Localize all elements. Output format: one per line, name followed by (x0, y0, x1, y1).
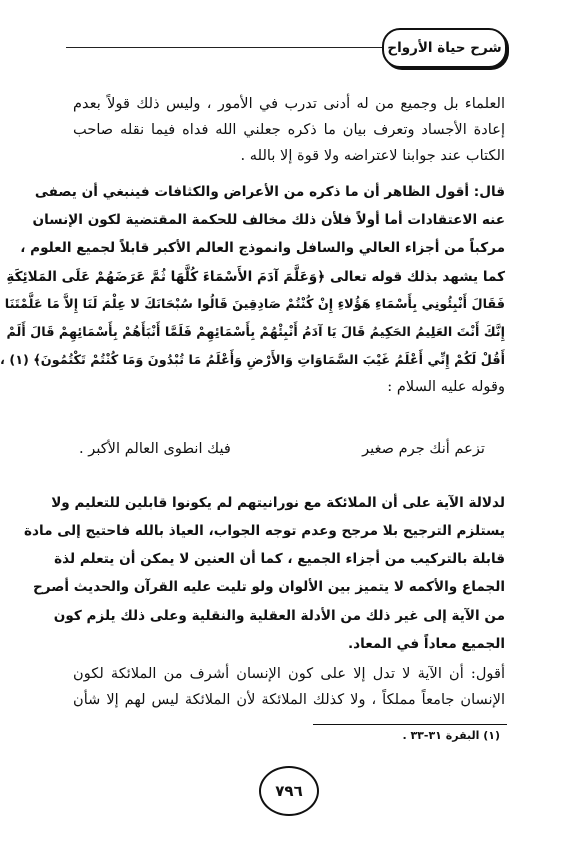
quran-line: فَقَالَ أَنْبِئُونِي بِأَسْمَاءِ هَؤُلاءِ إِنْ كُنْتُمْ صَادِقِينَ قَالُوا سُبْحَانَكَ لا عِلْمَ لَنَا إِلاَّ مَا عَلَّمْتَنَا (4, 297, 505, 312)
footnote: (١) البقرة ٣١-٣٣ . (402, 729, 500, 742)
body-line: الكتاب عند جوابنا لاعتراضه ولا قوة إلا بالله . (240, 147, 505, 164)
argument-line: لدلالة الآية على أن الملائكة مع نورانيتهم لم يكونوا قابلين للتعليم ولا (51, 495, 505, 511)
running-title (382, 28, 507, 68)
argument-line: من الآية إلى غير ذلك من الأدلة العقلية والنقلية وعلى ذلك يلزم كون (53, 608, 505, 624)
page-number (259, 766, 319, 816)
body-line: العلماء بل وجميع من له أدنى تدرب في الأمور ، وليس ذلك قولاً بعدم (73, 95, 505, 112)
argument-line: يستلزم الترجيح بلا مرجح وعدم توجه الجواب، العياذ بالله فاحتيج إلى مادة (23, 523, 505, 539)
quran-line: إِنَّكَ أَنْتَ العَلِيمُ الحَكِيمُ قَالَ يَا آدَمُ أَنْبِئْهُمْ بِأَسْمَائِهِمْ فَلَمَّا أَنْبَأَهُمْ بِأَسْمَائِهِمْ قَالَ أَلَمْ (6, 325, 505, 340)
qal-line: قال: أقول الظاهر أن ما ذكره من الأعراض والكثافات فينبغي أن يصفى (34, 184, 505, 200)
quran-line: أَقُلْ لَكُمْ إِنِّي أَعْلَمُ غَيْبَ السَّمَاوَاتِ وَالأَرْضِ وَأَعْلَمُ مَا تُبْدُونَ وَمَا كُنْتُمْ تَكْتُمُونَ﴾ (١) ، (0, 353, 505, 368)
poem-verse (73, 436, 505, 462)
argument-line: الجماع والأكمه لا يتميز بين الألوان ولو تليت عليه القرآن والحديث أصرح (32, 579, 505, 595)
aqul-line: الإنسان جامعاً مملكاً ، ولا كذلك الملائكة لأن الملائكة ليس لهم إلا شأن (73, 691, 505, 708)
poem-intro: وقوله عليه السلام : (387, 378, 505, 395)
body-line: إعادة الأجساد وتعرف بيان ما ذكره جعلني الله فداه فيما نقله صاحب (73, 121, 505, 138)
verse-hemistich-right: تزعم أنك جرم صغير (362, 440, 485, 457)
qal-line: مركباً من أجزاء العالي والسافل وانموذج العالم الأكبر قابلاً لجميع العلوم ، (20, 240, 505, 256)
page-number-text: ٧٩٦ (275, 782, 303, 800)
argument-line: قابلة بالتركيب من أجزاء الجميع ، كما أن العنين لا يمكن أن يتعلم لذة (54, 551, 505, 567)
verse-hemistich-left: فيك انطوى العالم الأكبر . (79, 440, 231, 457)
aqul-line: أقول: أن الآية لا تدل إلا على كون الإنسان أشرف من الملائكة لكون (73, 665, 505, 682)
footnote-rule (313, 724, 507, 725)
argument-line: الجميع معاداً في المعاد. (348, 636, 505, 652)
running-title-text: شرح حياة الأرواح (387, 40, 502, 56)
qal-line: كما يشهد بذلك قوله تعالى ﴿وَعَلَّمَ آدَمَ الأَسْمَاءَ كُلَّهَا ثُمَّ عَرَضَهُمْ عَلَى المَلائِكَةِ (6, 269, 505, 285)
qal-line: عنه الاعتقادات أما أولاً فلأن ذلك مخالف للحكمة المقتضية لكون الإنسان (32, 212, 505, 228)
